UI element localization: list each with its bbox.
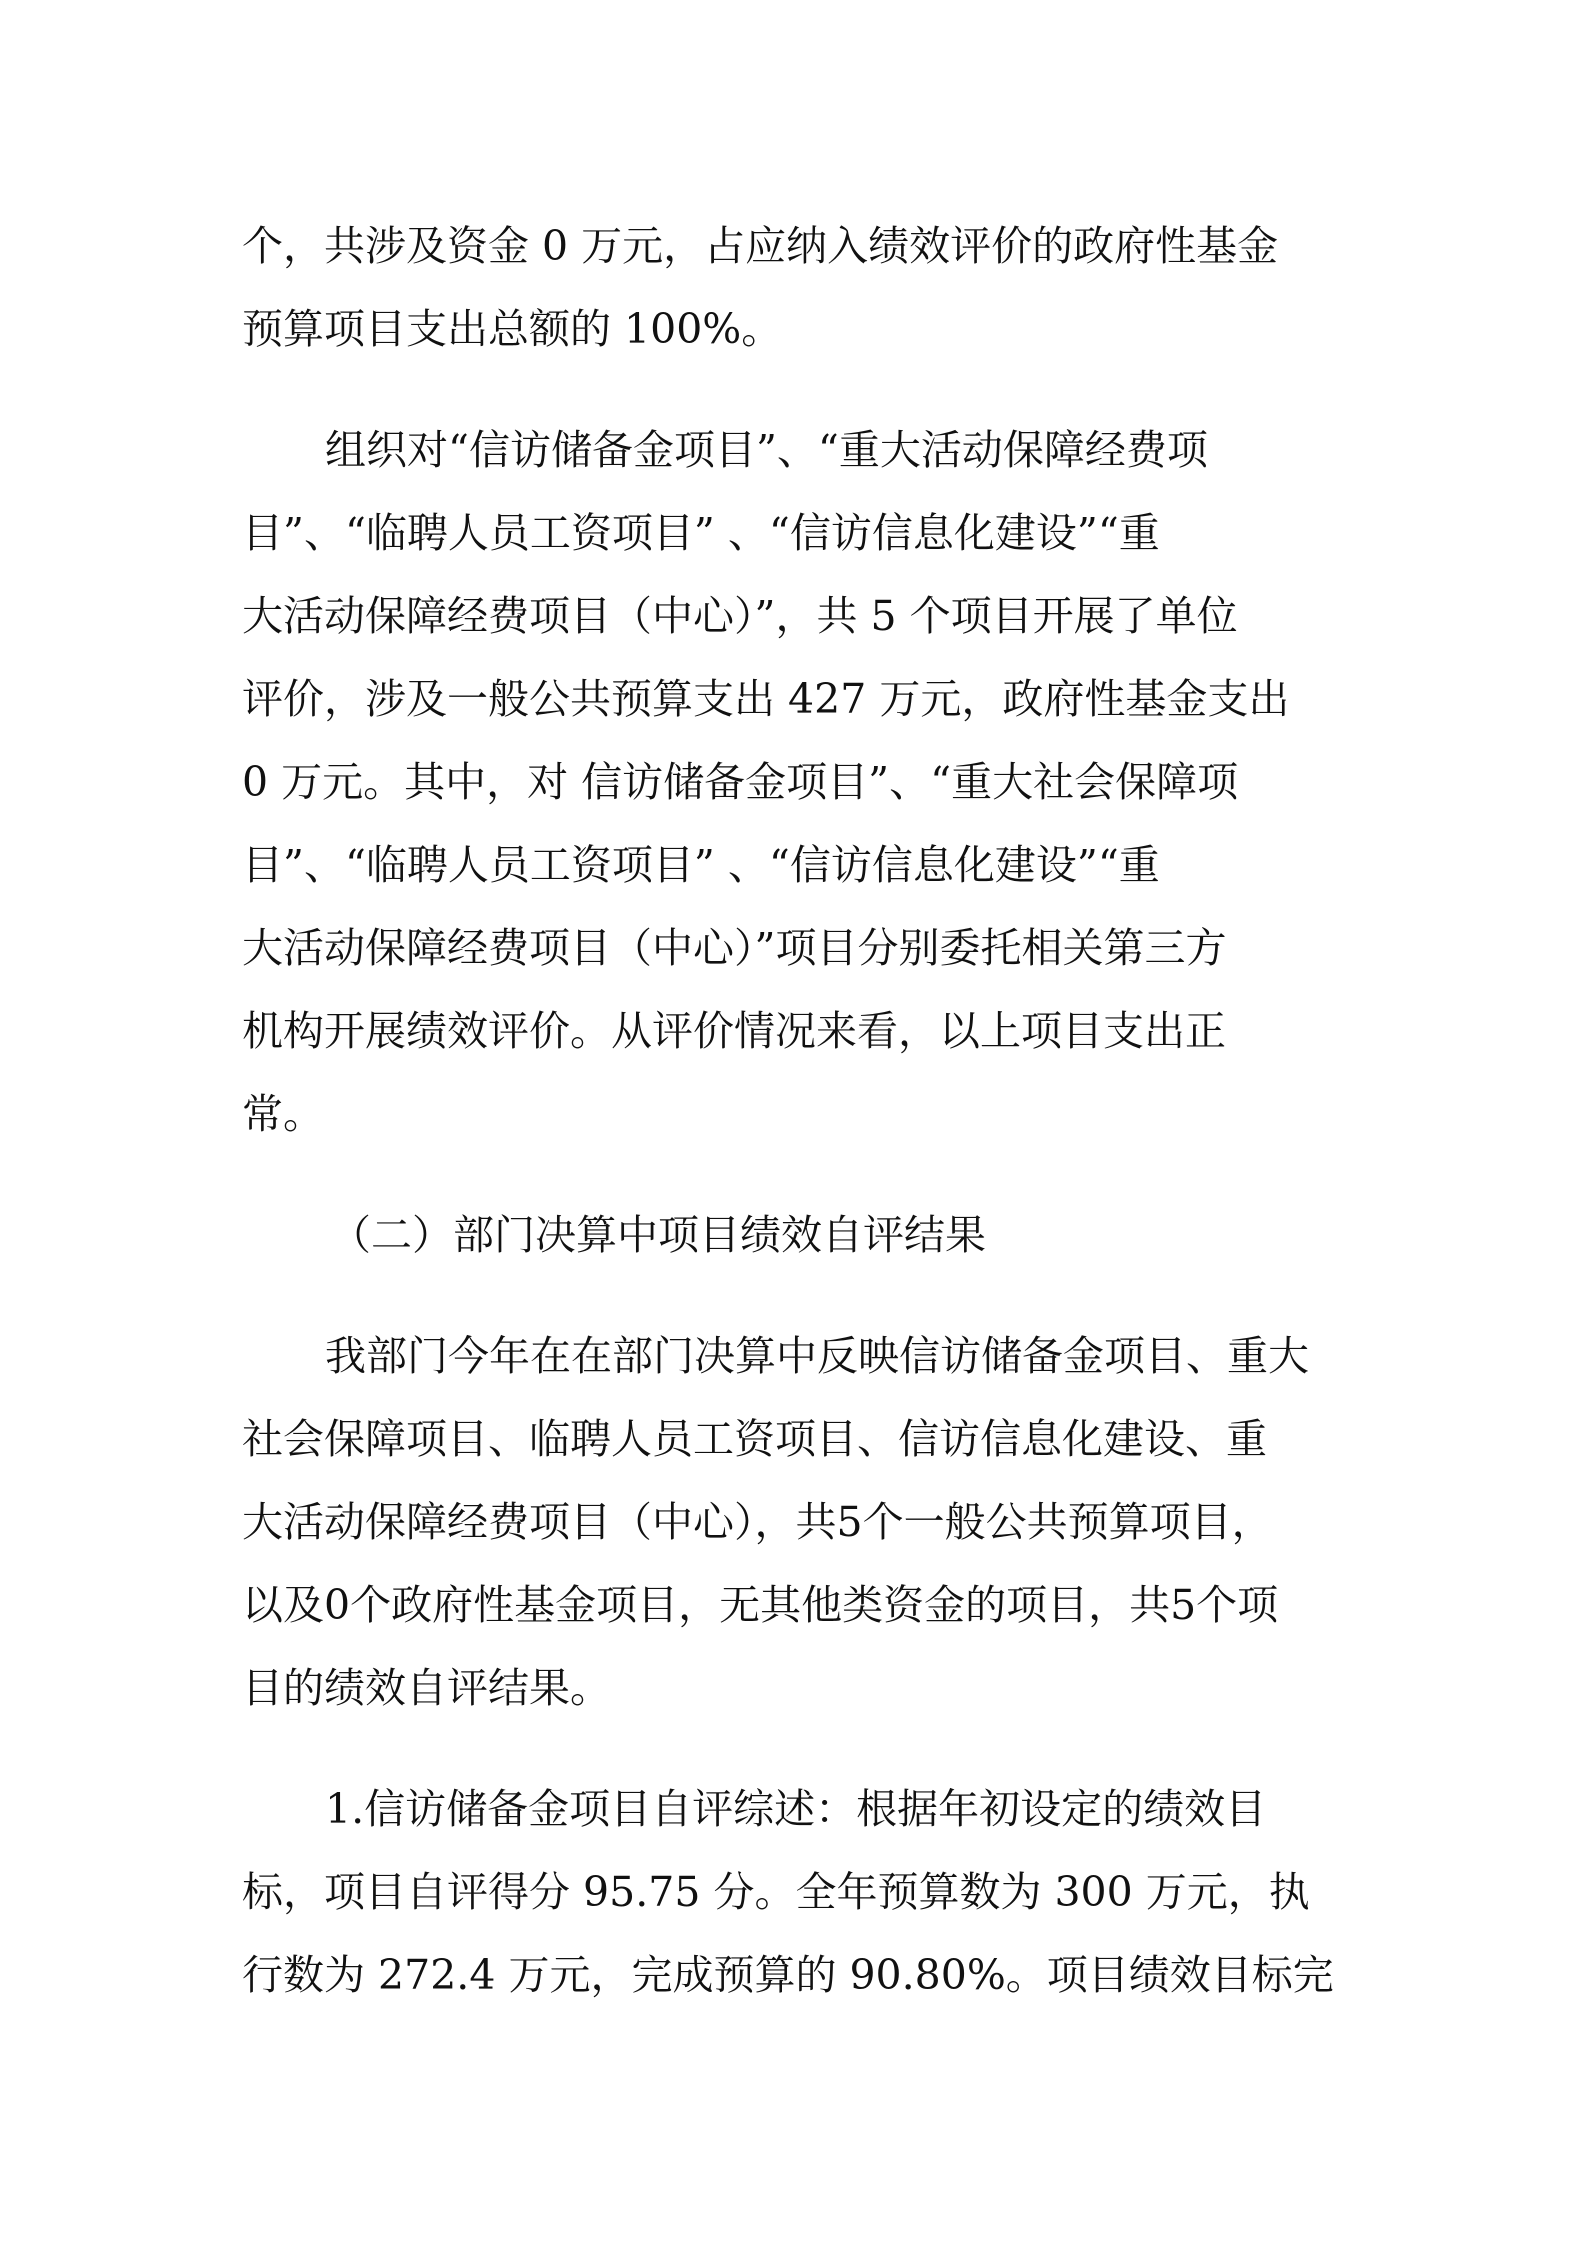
paragraph-2-line-9: 常。 bbox=[242, 1090, 324, 1138]
paragraph-4-line-2: 标，项目自评得分 95.75 分。全年预算数为 300 万元，执 bbox=[242, 1868, 1310, 1916]
paragraph-3-line-5: 目的绩效自评结果。 bbox=[242, 1664, 611, 1712]
paragraph-1-line-1: 个，共涉及资金 0 万元，占应纳入绩效评价的政府性基金 bbox=[242, 222, 1279, 270]
paragraph-2-line-2: 目”、“临聘人员工资项目” 、“信访信息化建设”“重 bbox=[242, 509, 1160, 557]
paragraph-2-line-4: 评价，涉及一般公共预算支出 427 万元，政府性基金支出 bbox=[242, 675, 1290, 723]
paragraph-2-line-8: 机构开展绩效评价。从评价情况来看，以上项目支出正 bbox=[242, 1007, 1226, 1055]
paragraph-2-line-7: 大活动保障经费项目（中心）”项目分别委托相关第三方 bbox=[242, 924, 1227, 972]
paragraph-2-line-1: 组织对“信访储备金项目”、“重大活动保障经费项 bbox=[325, 426, 1208, 474]
paragraph-3-line-4: 以及0个政府性基金项目，无其他类资金的项目，共5个项 bbox=[242, 1581, 1279, 1629]
paragraph-2-line-3: 大活动保障经费项目（中心）”，共 5 个项目开展了单位 bbox=[242, 592, 1238, 640]
paragraph-3-line-3: 大活动保障经费项目（中心），共5个一般公共预算项目， bbox=[242, 1498, 1273, 1546]
paragraph-2-line-5: 0 万元。其中，对 信访储备金项目”、“重大社会保障项 bbox=[242, 758, 1239, 806]
paragraph-1-line-2: 预算项目支出总额的 100%。 bbox=[242, 305, 783, 353]
paragraph-3-line-1: 我部门今年在在部门决算中反映信访储备金项目、重大 bbox=[325, 1332, 1309, 1380]
paragraph-4-line-1: 1.信访储备金项目自评综述：根据年初设定的绩效目 bbox=[325, 1785, 1267, 1833]
paragraph-4-line-3: 行数为 272.4 万元，完成预算的 90.80%。项目绩效目标完 bbox=[242, 1951, 1334, 1999]
section-heading: （二）部门决算中项目绩效自评结果 bbox=[330, 1211, 986, 1259]
paragraph-3-line-2: 社会保障项目、临聘人员工资项目、信访信息化建设、重 bbox=[242, 1415, 1267, 1463]
paragraph-2-line-6: 目”、“临聘人员工资项目” 、“信访信息化建设”“重 bbox=[242, 841, 1160, 889]
